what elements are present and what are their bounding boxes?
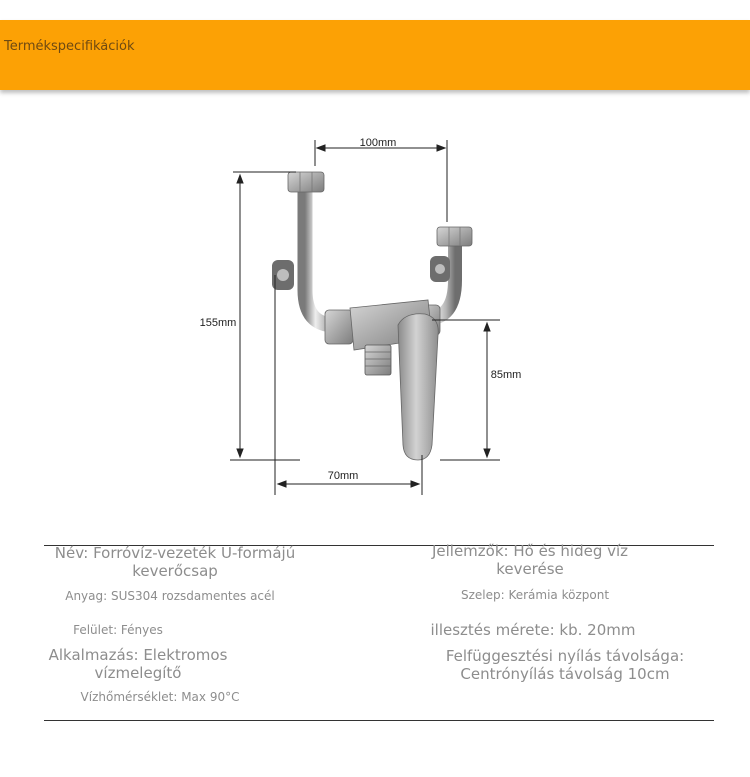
banner-title: Termékspecifikációk xyxy=(4,39,135,54)
dim-top-width: 100mm xyxy=(359,137,397,149)
dim-total-height: 155mm xyxy=(199,317,237,329)
spec-connection: illesztés mérete: kb. 20mm xyxy=(430,621,636,639)
faucet-illustration xyxy=(272,172,472,460)
spec-temperature: Vízhőmérséklet: Max 90°C xyxy=(80,690,240,704)
product-diagram xyxy=(0,100,750,520)
spec-valve: Szelep: Kerámia központ xyxy=(460,588,610,602)
spec-hanging: Felfüggesztési nyílás távolsága: Centrónyílás távolság 10cm xyxy=(445,647,685,683)
header-banner xyxy=(0,20,750,90)
spec-application: Alkalmazás: Elektromos vízmelegítő xyxy=(48,646,228,682)
dim-body-height: 85mm xyxy=(490,369,522,381)
spec-name: Név: Forróvíz-vezeték U-formájú keverőcsap xyxy=(54,544,296,580)
bottom-divider xyxy=(44,720,714,721)
spec-surface: Felület: Fényes xyxy=(73,623,163,637)
spec-features: Jellemzők: Hő és hideg víz keverése xyxy=(431,542,629,578)
dim-bottom-width: 70mm xyxy=(327,470,359,482)
spec-material: Anyag: SUS304 rozsdamentes acél xyxy=(65,589,275,603)
